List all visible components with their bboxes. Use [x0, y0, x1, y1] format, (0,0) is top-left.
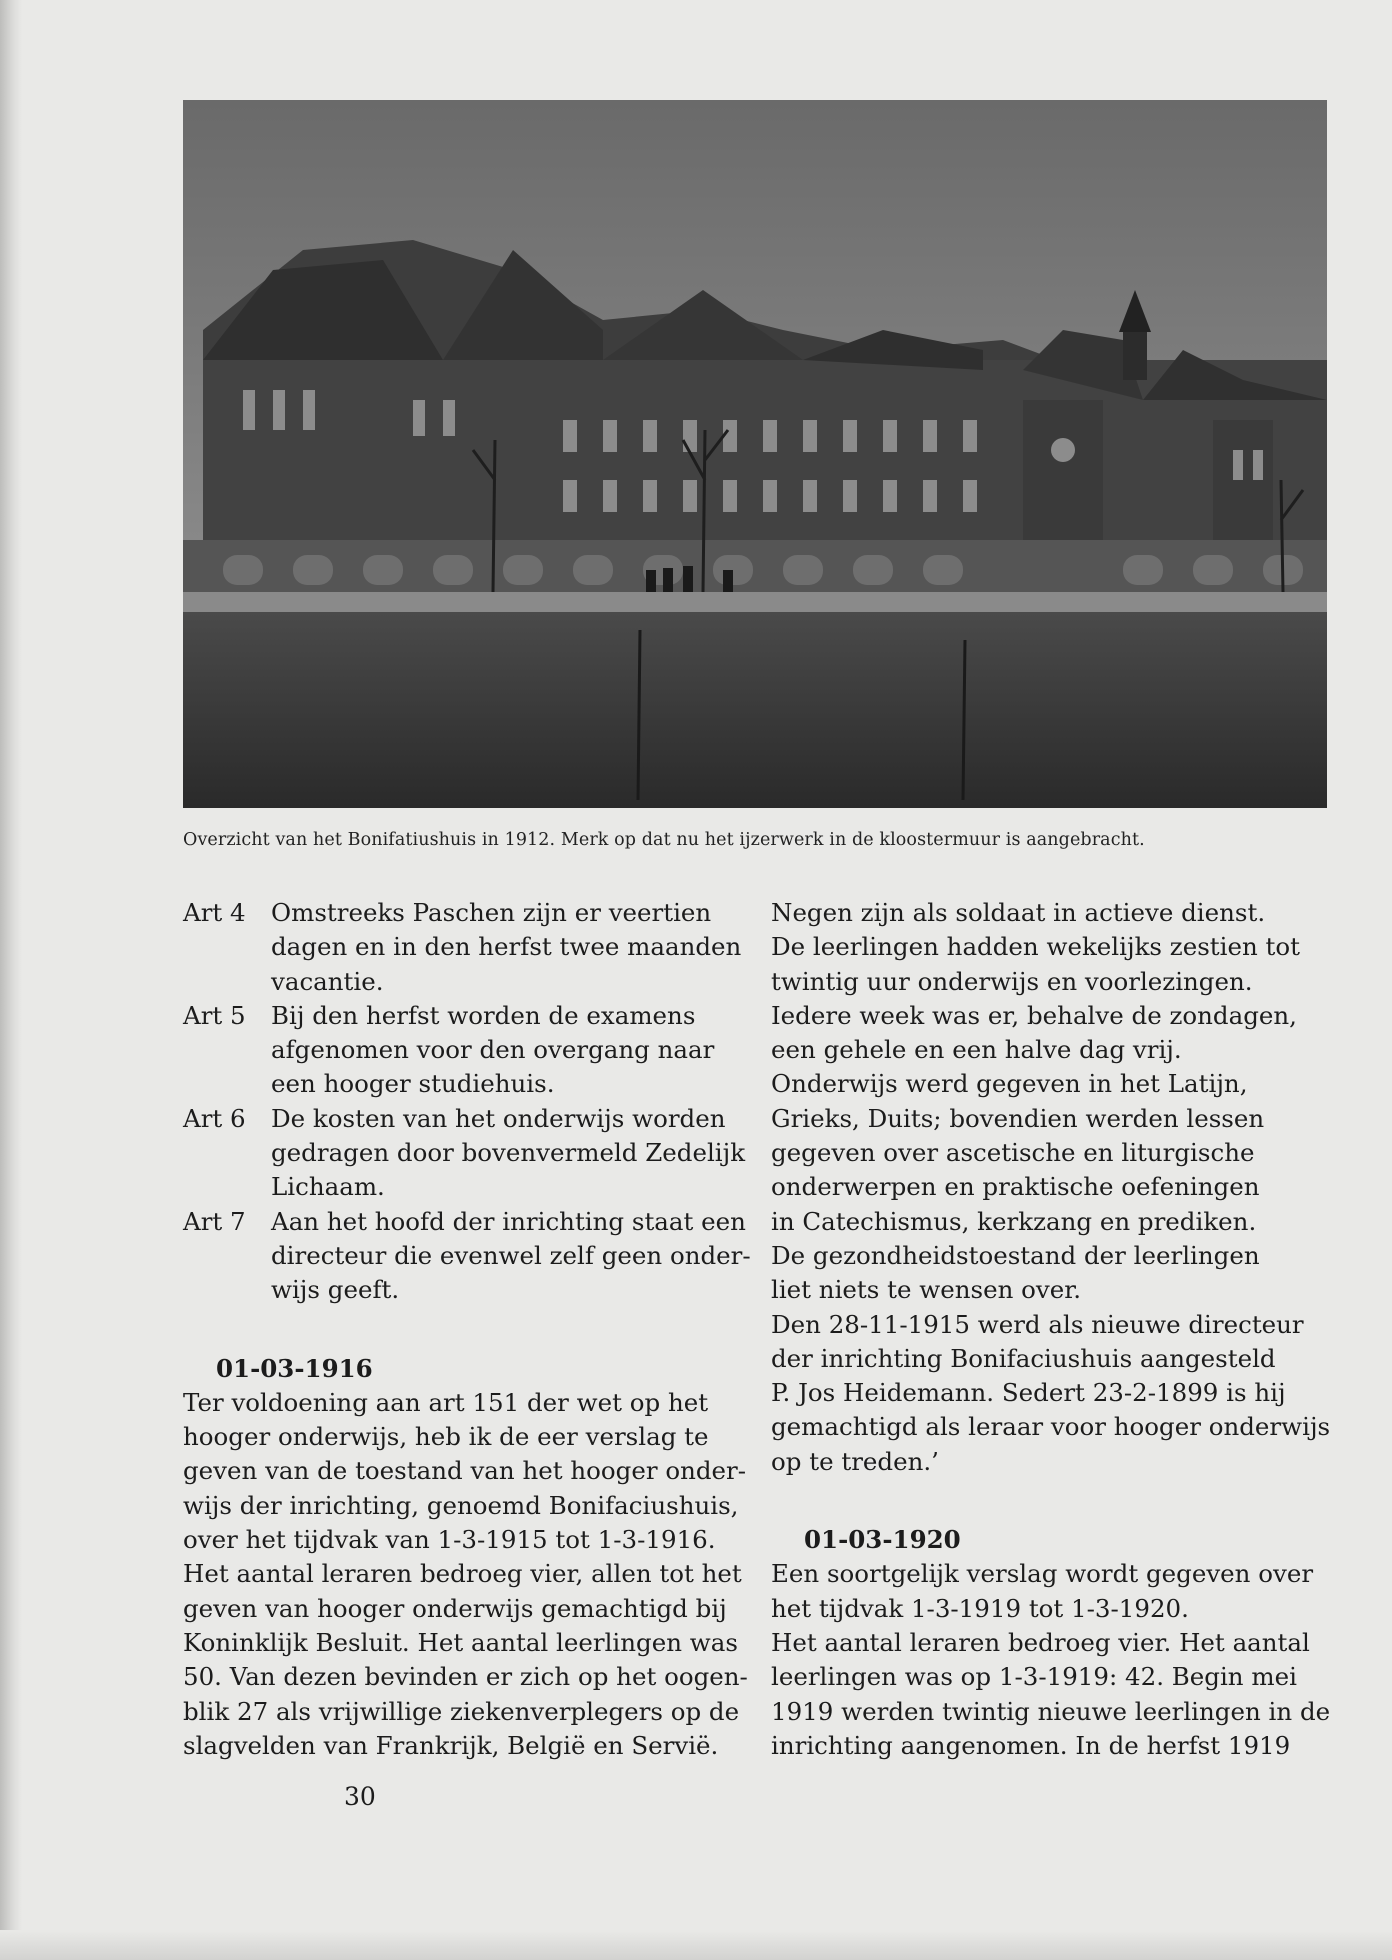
text-line: Onderwijs werd gegeven in het Latijn, [771, 1069, 1248, 1099]
text-line: dagen en in den herfst twee maanden [271, 932, 742, 962]
text-line: onderwerpen en praktische oefeningen [771, 1172, 1260, 1202]
text-line: gemachtigd als leraar voor hooger onderwijs [771, 1412, 1331, 1442]
text-line: Een soortgelijk verslag wordt gegeven over [771, 1559, 1314, 1589]
text-line: Bij den herfst worden de examens [271, 1000, 696, 1030]
article-text [271, 1102, 745, 1205]
text-line: een hooger studiehuis. [271, 1069, 555, 1099]
text-line: gegeven over ascetische en liturgische [771, 1138, 1255, 1168]
text-line: De leerlingen hadden wekelijks zestien tot [771, 932, 1300, 962]
text-line: inrichting aangenomen. In de herfst 1919 [771, 1730, 1291, 1760]
text-line: het tijdvak 1-3-1919 tot 1-3-1920. [771, 1593, 1189, 1623]
text-line: Negen zijn als soldaat in actieve dienst. [771, 898, 1266, 927]
text-line: gedragen door bovenvermeld Zedelijk [271, 1138, 746, 1168]
text-line: 1919 werden twintig nieuwe leerlingen in de [771, 1696, 1331, 1726]
text-line: Den 28-11-1915 werd als nieuwe directeur [771, 1309, 1304, 1339]
text-line: wijs der inrichting, genoemd Bonifaciushuis, [183, 1490, 739, 1520]
page-number: 30 [344, 1782, 376, 1811]
text-line: over het tijdvak van 1-3-1915 tot 1-3-1916. [183, 1525, 716, 1555]
text-line: De kosten van het onderwijs worden [271, 1103, 726, 1133]
text-line: vacantie. [271, 966, 384, 996]
text-line: Omstreeks Paschen zijn er veertien [271, 898, 712, 927]
text-line: in Catechismus, kerkzang en prediken. [771, 1206, 1257, 1236]
bonifatiushuis-photo-illustration [183, 100, 1327, 808]
section-date-1920: 01-03-1920 [804, 1525, 961, 1555]
text-line: der inrichting Bonifaciushuis aangesteld [771, 1343, 1276, 1373]
text-line: Aan het hoofd der inrichting staat een [271, 1206, 746, 1236]
article-number: Art 5 [183, 1000, 246, 1030]
text-line: afgenomen voor den overgang naar [271, 1035, 715, 1065]
text-line: twintig uur onderwijs en voorlezingen. [771, 966, 1253, 996]
article-number: Art 4 [183, 898, 246, 927]
text-line: hooger onderwijs, heb ik de eer verslag te [183, 1422, 709, 1452]
text-line: geven van de toestand van het hooger onder- [183, 1456, 747, 1486]
article-number: Art 6 [183, 1103, 246, 1133]
spacer [183, 1308, 743, 1352]
text-line: liet niets te wensen over. [771, 1275, 1082, 1305]
right-column [771, 896, 1331, 1763]
text-line: Grieks, Duits; bovendien werden lessen [771, 1103, 1265, 1133]
left-column [183, 896, 751, 1763]
spacer [771, 1479, 1331, 1523]
building-photograph [183, 100, 1327, 808]
page-bottom-edge [0, 1930, 1392, 1960]
page-binding-shadow [0, 0, 22, 1960]
text-line: leerlingen was op 1-3-1919: 42. Begin mei [771, 1662, 1297, 1692]
text-line: een gehele en een halve dag vrij. [771, 1035, 1182, 1065]
text-line: wijs geeft. [271, 1275, 400, 1305]
section-date-1916: 01-03-1916 [216, 1353, 373, 1383]
text-line: Koninklijk Besluit. Het aantal leerlingen was [183, 1627, 738, 1657]
article-7 [183, 1205, 751, 1308]
article-5 [183, 999, 743, 1102]
text-line: op te treden.’ [771, 1446, 939, 1476]
article-4 [183, 896, 743, 999]
article-number: Art 7 [183, 1206, 246, 1236]
photo-caption: Overzicht van het Bonifatiushuis in 1912. Merk op dat nu het ijzerwerk in de kloostermuur is aangebracht. [183, 830, 1145, 850]
article-text [271, 896, 743, 999]
text-line: Lichaam. [271, 1172, 385, 1202]
article-text [271, 999, 743, 1102]
text-line: De gezondheidstoestand der leerlingen [771, 1240, 1260, 1270]
article-6 [183, 1102, 746, 1205]
text-line: Ter voldoening aan art 151 der wet op het [183, 1387, 709, 1417]
text-line: slagvelden van Frankrijk, België en Servië. [183, 1730, 719, 1760]
text-line: Het aantal leraren bedroeg vier, allen tot het [183, 1559, 742, 1589]
text-line: P. Jos Heidemann. Sedert 23-2-1899 is hij [771, 1378, 1286, 1408]
article-text [271, 1205, 751, 1308]
text-line: geven van hooger onderwijs gemachtigd bij [183, 1593, 727, 1623]
text-line: 50. Van dezen bevinden er zich op het oogen- [183, 1662, 748, 1692]
text-line: Het aantal leraren bedroeg vier. Het aantal [771, 1627, 1310, 1657]
text-line: blik 27 als vrijwillige ziekenverplegers op de [183, 1696, 740, 1726]
text-line: Iedere week was er, behalve de zondagen, [771, 1000, 1297, 1030]
text-line: directeur die evenwel zelf geen onder- [271, 1240, 751, 1270]
